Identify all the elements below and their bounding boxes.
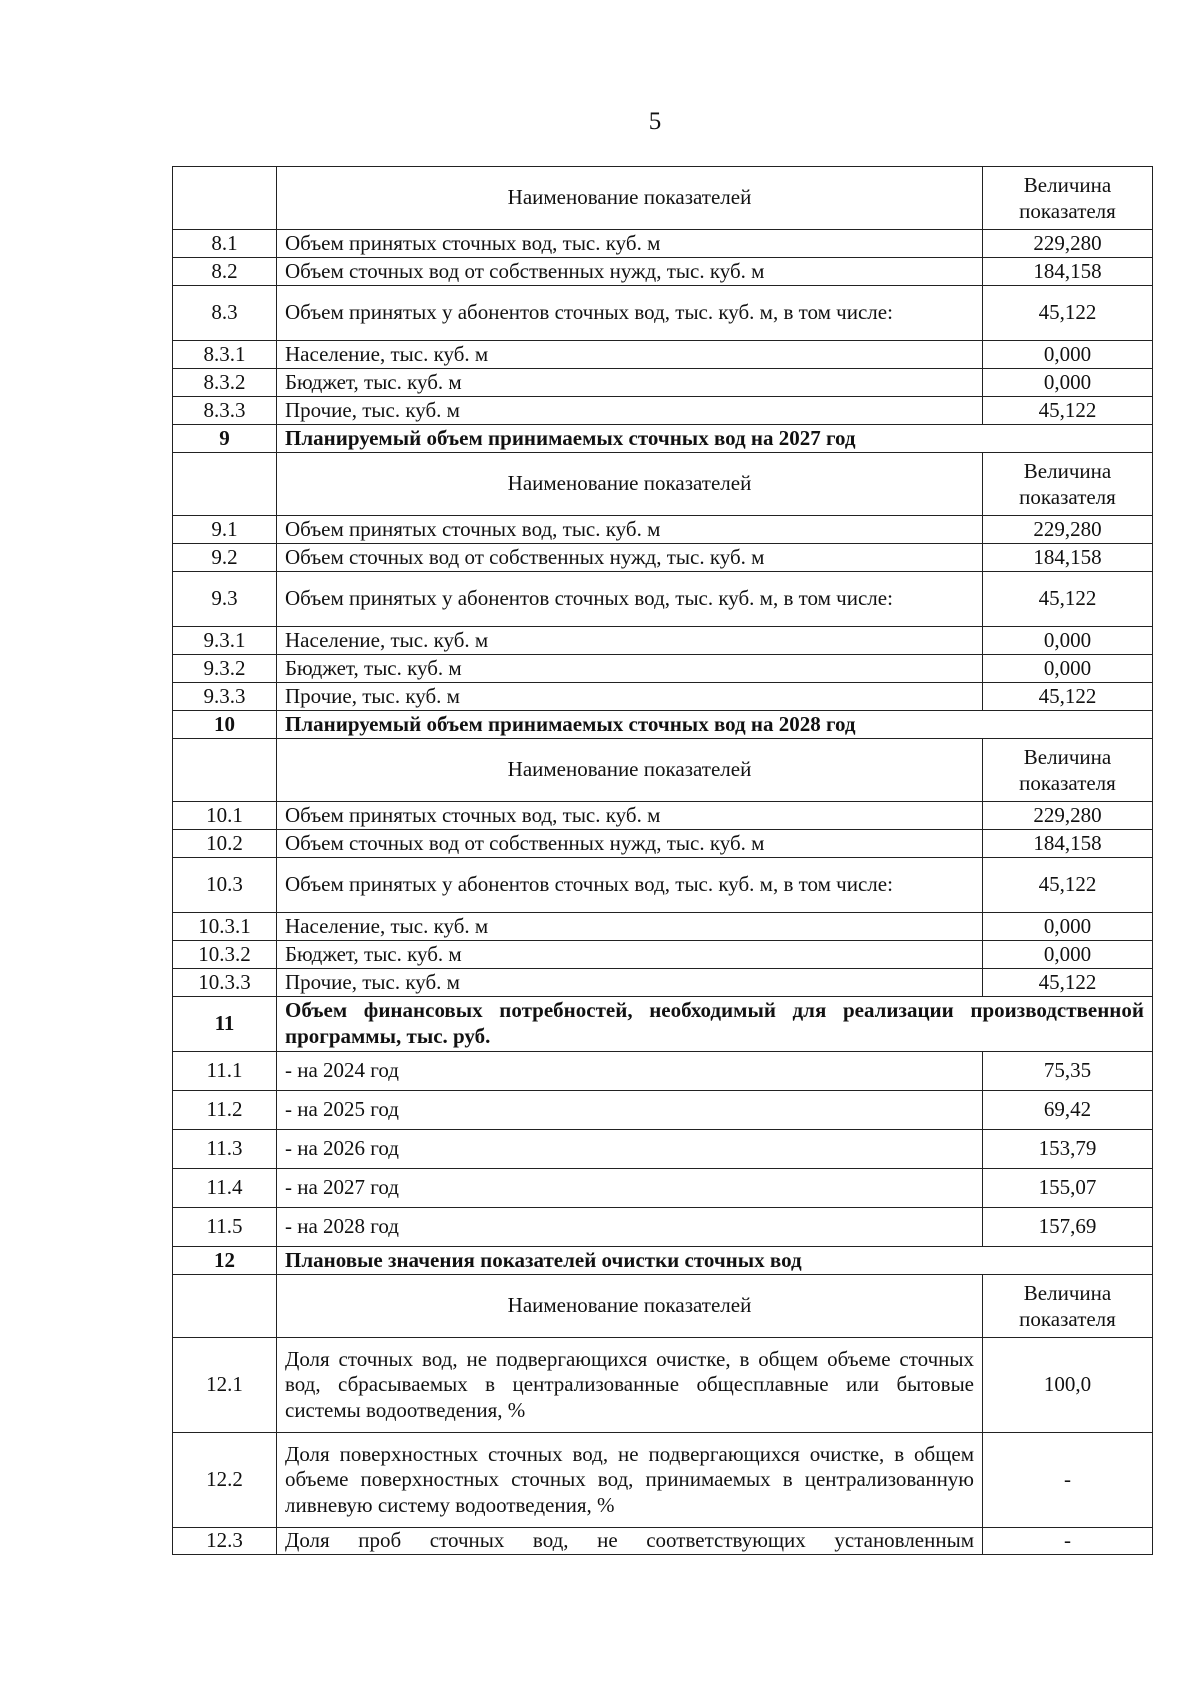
- row-number: 9.3.2: [173, 655, 277, 683]
- row-value: 0,000: [983, 341, 1153, 369]
- row-name: Прочие, тыс. куб. м: [277, 683, 983, 711]
- row-name: Объем принятых сточных вод, тыс. куб. м: [277, 516, 983, 544]
- row-number: 8.1: [173, 230, 277, 258]
- section-number: 11: [173, 997, 277, 1052]
- row-number: 11.5: [173, 1208, 277, 1247]
- row-value: 155,07: [983, 1169, 1153, 1208]
- table-row: [173, 572, 1153, 627]
- row-number: 12.2: [173, 1433, 277, 1528]
- row-name: Прочие, тыс. куб. м: [277, 397, 983, 425]
- header-number-cell: [173, 739, 277, 802]
- table-row: [173, 544, 1153, 572]
- table-row: [173, 858, 1153, 913]
- row-number: 10.3: [173, 858, 277, 913]
- row-value: 153,79: [983, 1130, 1153, 1169]
- header-number-cell: [173, 1275, 277, 1338]
- row-number: 9.3: [173, 572, 277, 627]
- table-row: [173, 286, 1153, 341]
- header-name-cell: Наименование показателей: [277, 453, 983, 516]
- section-title: Объем финансовых потребностей, необходимый для реализации производственной программы, тыс. руб.: [277, 997, 1153, 1052]
- table-header-row: [173, 739, 1153, 802]
- row-name: Объем принятых сточных вод, тыс. куб. м: [277, 802, 983, 830]
- row-name: Население, тыс. куб. м: [277, 627, 983, 655]
- row-name: Объем принятых у абонентов сточных вод, тыс. куб. м, в том числе:: [277, 286, 983, 341]
- row-name: - на 2028 год: [277, 1208, 983, 1247]
- header-value-cell: Величина показателя: [983, 1275, 1153, 1338]
- page-number: 5: [648, 108, 662, 135]
- row-value: 45,122: [983, 858, 1153, 913]
- table-row: [173, 1130, 1153, 1169]
- row-name: Объем сточных вод от собственных нужд, тыс. куб. м: [277, 258, 983, 286]
- table-row: [173, 969, 1153, 997]
- table-header-row: [173, 167, 1153, 230]
- row-name: Объем принятых у абонентов сточных вод, тыс. куб. м, в том числе:: [277, 572, 983, 627]
- table-row: [173, 913, 1153, 941]
- table-row: [173, 1338, 1153, 1433]
- row-value: 184,158: [983, 544, 1153, 572]
- row-number: 12.3: [173, 1528, 277, 1555]
- row-value: 45,122: [983, 397, 1153, 425]
- row-name: Объем принятых у абонентов сточных вод, тыс. куб. м, в том числе:: [277, 858, 983, 913]
- table-row: [173, 1433, 1153, 1528]
- row-value: 69,42: [983, 1091, 1153, 1130]
- row-name: Объем сточных вод от собственных нужд, тыс. куб. м: [277, 544, 983, 572]
- row-name: Доля поверхностных сточных вод, не подвергающихся очистке, в общем объеме поверхностных сточных вод, принимаемых в централизованную ливневую систему водоотведения, %: [277, 1433, 983, 1528]
- section-number: 9: [173, 425, 277, 453]
- row-name: - на 2025 год: [277, 1091, 983, 1130]
- row-name: - на 2026 год: [277, 1130, 983, 1169]
- row-value: 45,122: [983, 572, 1153, 627]
- table-row: [173, 1091, 1153, 1130]
- row-number: 9.3.1: [173, 627, 277, 655]
- row-name: Бюджет, тыс. куб. м: [277, 369, 983, 397]
- row-number: 9.2: [173, 544, 277, 572]
- table-row: [173, 941, 1153, 969]
- row-value: 0,000: [983, 941, 1153, 969]
- row-value: -: [983, 1433, 1153, 1528]
- table-row: [173, 627, 1153, 655]
- row-name: Бюджет, тыс. куб. м: [277, 655, 983, 683]
- row-number: 11.4: [173, 1169, 277, 1208]
- row-value: 229,280: [983, 802, 1153, 830]
- section-row: [173, 425, 1153, 453]
- table-row: [173, 516, 1153, 544]
- row-number: 10.1: [173, 802, 277, 830]
- row-name: Доля сточных вод, не подвергающихся очистке, в общем объеме сточных вод, сбрасываемых в централизованные общесплавные или бытовые системы водоотведения, %: [277, 1338, 983, 1433]
- table-header-row: [173, 453, 1153, 516]
- row-number: 11.3: [173, 1130, 277, 1169]
- row-name: Объем принятых сточных вод, тыс. куб. м: [277, 230, 983, 258]
- header-value-cell: Величина показателя: [983, 453, 1153, 516]
- row-value: 45,122: [983, 969, 1153, 997]
- table-row: [173, 1052, 1153, 1091]
- row-value: 184,158: [983, 258, 1153, 286]
- section-row: [173, 997, 1153, 1052]
- section-number: 12: [173, 1247, 277, 1275]
- row-number: 12.1: [173, 1338, 277, 1433]
- row-value: 45,122: [983, 683, 1153, 711]
- section-row: [173, 1247, 1153, 1275]
- row-number: 9.3.3: [173, 683, 277, 711]
- header-value-cell: Величина показателя: [983, 739, 1153, 802]
- row-number: 8.3.3: [173, 397, 277, 425]
- row-number: 10.3.2: [173, 941, 277, 969]
- row-name: Население, тыс. куб. м: [277, 913, 983, 941]
- row-number: 8.3: [173, 286, 277, 341]
- table-row: [173, 830, 1153, 858]
- table-row: [173, 1528, 1153, 1555]
- header-value-cell: Величина показателя: [983, 167, 1153, 230]
- row-name: Прочие, тыс. куб. м: [277, 969, 983, 997]
- row-value: 75,35: [983, 1052, 1153, 1091]
- table-row: [173, 1169, 1153, 1208]
- row-value: -: [983, 1528, 1153, 1555]
- section-title: Плановые значения показателей очистки сточных вод: [277, 1247, 1153, 1275]
- row-number: 10.3.1: [173, 913, 277, 941]
- row-value: 157,69: [983, 1208, 1153, 1247]
- table-row: [173, 1208, 1153, 1247]
- table-row: [173, 683, 1153, 711]
- row-value: 0,000: [983, 913, 1153, 941]
- header-number-cell: [173, 453, 277, 516]
- indicators-table: [172, 166, 1153, 1555]
- row-number: 10.3.3: [173, 969, 277, 997]
- header-name-cell: Наименование показателей: [277, 739, 983, 802]
- table-row: [173, 802, 1153, 830]
- table-row: [173, 369, 1153, 397]
- row-number: 11.2: [173, 1091, 277, 1130]
- row-name: Доля проб сточных вод, не соответствующих установленным: [277, 1528, 983, 1555]
- row-name: Население, тыс. куб. м: [277, 341, 983, 369]
- row-number: 9.1: [173, 516, 277, 544]
- row-value: 0,000: [983, 655, 1153, 683]
- row-number: 8.3.2: [173, 369, 277, 397]
- section-number: 10: [173, 711, 277, 739]
- row-value: 229,280: [983, 516, 1153, 544]
- row-name: Объем сточных вод от собственных нужд, тыс. куб. м: [277, 830, 983, 858]
- row-number: 8.3.1: [173, 341, 277, 369]
- section-title: Планируемый объем принимаемых сточных вод на 2028 год: [277, 711, 1153, 739]
- row-value: 45,122: [983, 286, 1153, 341]
- header-name-cell: Наименование показателей: [277, 1275, 983, 1338]
- header-number-cell: [173, 167, 277, 230]
- row-value: 0,000: [983, 369, 1153, 397]
- row-value: 184,158: [983, 830, 1153, 858]
- table-row: [173, 230, 1153, 258]
- row-number: 8.2: [173, 258, 277, 286]
- table-row: [173, 397, 1153, 425]
- section-row: [173, 711, 1153, 739]
- row-value: 0,000: [983, 627, 1153, 655]
- table-row: [173, 341, 1153, 369]
- row-name: - на 2027 год: [277, 1169, 983, 1208]
- table-row: [173, 655, 1153, 683]
- row-name: Бюджет, тыс. куб. м: [277, 941, 983, 969]
- table-row: [173, 258, 1153, 286]
- row-value: 100,0: [983, 1338, 1153, 1433]
- table-header-row: [173, 1275, 1153, 1338]
- section-title: Планируемый объем принимаемых сточных вод на 2027 год: [277, 425, 1153, 453]
- row-number: 11.1: [173, 1052, 277, 1091]
- row-value: 229,280: [983, 230, 1153, 258]
- row-number: 10.2: [173, 830, 277, 858]
- header-name-cell: Наименование показателей: [277, 167, 983, 230]
- row-name: - на 2024 год: [277, 1052, 983, 1091]
